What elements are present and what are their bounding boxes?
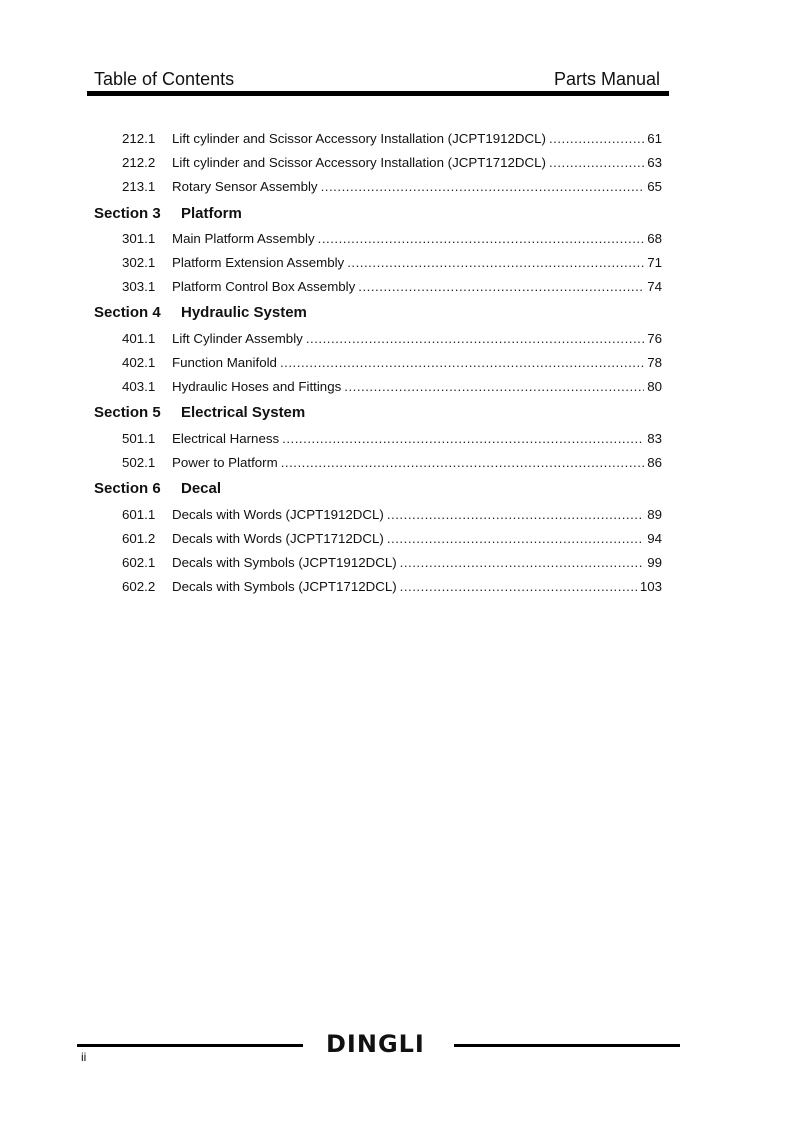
toc-leader-dots	[387, 531, 644, 546]
toc-entry-title: Rotary Sensor Assembly	[172, 179, 318, 194]
footer-rule-left	[77, 1044, 303, 1047]
toc-entry-number: 601.2	[122, 531, 156, 546]
toc-entry-page: 76	[647, 331, 662, 346]
toc-entry-page: 63	[647, 155, 662, 170]
toc-entry-number: 212.1	[122, 131, 156, 146]
header-title: Table of Contents	[94, 69, 235, 89]
toc-entry-number: 403.1	[122, 379, 156, 394]
toc-entry-page: 68	[647, 231, 662, 246]
brand-logo: DINGLI	[326, 1030, 425, 1058]
section-number: Section 5	[94, 404, 161, 421]
toc-leader-dots	[400, 555, 645, 570]
toc-entry-number: 212.2	[122, 155, 156, 170]
toc-entry[interactable]	[122, 131, 662, 151]
toc-entry[interactable]	[122, 431, 662, 451]
toc-entry-number: 301.1	[122, 231, 156, 246]
toc-leader-dots	[549, 155, 644, 170]
toc-entry-number: 501.1	[122, 431, 156, 446]
footer-rule-right	[454, 1044, 680, 1047]
toc-entry-title: Decals with Words (JCPT1712DCL)	[172, 531, 384, 546]
section-heading[interactable]	[94, 304, 307, 321]
toc-entry-number: 303.1	[122, 279, 156, 294]
section-title: Platform	[181, 205, 242, 222]
toc-entry[interactable]	[122, 355, 662, 375]
page-number: ii	[81, 1050, 87, 1064]
section-number: Section 6	[94, 480, 161, 497]
toc-entry[interactable]	[122, 255, 662, 275]
toc-entry-title: Electrical Harness	[172, 431, 280, 446]
toc-entry-page: 61	[647, 131, 662, 146]
toc-entry-title: Decals with Symbols (JCPT1912DCL)	[172, 555, 397, 570]
toc-entry[interactable]	[122, 179, 662, 199]
toc-entry-page: 99	[647, 555, 662, 570]
toc-entry-number: 602.1	[122, 555, 156, 570]
toc-entry[interactable]	[122, 531, 662, 551]
toc-leader-dots	[358, 279, 644, 294]
toc-leader-dots	[282, 431, 644, 446]
section-heading[interactable]	[94, 205, 242, 222]
toc-entry[interactable]	[122, 379, 662, 399]
toc-entry-number: 602.2	[122, 579, 156, 594]
toc-entry-page: 103	[639, 579, 662, 594]
toc-entry-page: 65	[647, 179, 662, 194]
toc-entry-title: Power to Platform	[172, 455, 278, 470]
toc-entry-number: 502.1	[122, 455, 156, 470]
toc-entry-page: 78	[647, 355, 662, 370]
toc-entry-title: Decals with Words (JCPT1912DCL)	[172, 507, 384, 522]
toc-leader-dots	[321, 179, 645, 194]
toc-entry-page: 83	[647, 431, 662, 446]
section-number: Section 3	[94, 205, 161, 222]
toc-entry-title: Decals with Symbols (JCPT1712DCL)	[172, 579, 397, 594]
header-rule	[87, 91, 669, 96]
toc-entry-title: Platform Control Box Assembly	[172, 279, 356, 294]
section-heading[interactable]	[94, 480, 221, 497]
toc-leader-dots	[281, 455, 645, 470]
toc-entry-title: Platform Extension Assembly	[172, 255, 345, 270]
toc-leader-dots	[318, 231, 645, 246]
toc-entry-number: 302.1	[122, 255, 156, 270]
toc-entry-title: Lift Cylinder Assembly	[172, 331, 303, 346]
toc-leader-dots	[344, 379, 644, 394]
toc-leader-dots	[387, 507, 644, 522]
toc-entry[interactable]	[122, 155, 662, 175]
toc-entry-page: 89	[647, 507, 662, 522]
toc-entry-number: 601.1	[122, 507, 156, 522]
toc-entry-page: 71	[647, 255, 662, 270]
toc-entry-title: Lift cylinder and Scissor Accessory Installation (JCPT1912DCL)	[172, 131, 546, 146]
toc-entry-title: Function Manifold	[172, 355, 277, 370]
toc-leader-dots	[347, 255, 644, 270]
toc-leader-dots	[280, 355, 644, 370]
toc-entry-page: 94	[647, 531, 662, 546]
section-number: Section 4	[94, 304, 161, 321]
toc-entry-page: 80	[647, 379, 662, 394]
header-manual-name: Parts Manual	[553, 69, 660, 89]
toc-entry[interactable]	[122, 507, 662, 527]
toc-entry[interactable]	[122, 331, 662, 351]
toc-entry[interactable]	[122, 455, 662, 475]
toc-leader-dots	[549, 131, 644, 146]
toc-entry-number: 213.1	[122, 179, 156, 194]
toc-entry[interactable]	[122, 279, 662, 299]
toc-entry[interactable]	[122, 555, 662, 575]
toc-entry[interactable]	[122, 231, 662, 251]
toc-leader-dots	[400, 579, 637, 594]
toc-entry[interactable]	[122, 579, 662, 599]
toc-entry-title: Lift cylinder and Scissor Accessory Installation (JCPT1712DCL)	[172, 155, 546, 170]
toc-entry-title: Hydraulic Hoses and Fittings	[172, 379, 342, 394]
toc-entry-page: 86	[647, 455, 662, 470]
section-title: Decal	[181, 480, 222, 497]
toc-entry-title: Main Platform Assembly	[172, 231, 315, 246]
section-title: Electrical System	[181, 404, 306, 421]
toc-entry-number: 402.1	[122, 355, 156, 370]
toc-entry-number: 401.1	[122, 331, 156, 346]
section-heading[interactable]	[94, 404, 305, 421]
toc-entry-page: 74	[647, 279, 662, 294]
toc-leader-dots	[306, 331, 644, 346]
section-title: Hydraulic System	[181, 304, 307, 321]
